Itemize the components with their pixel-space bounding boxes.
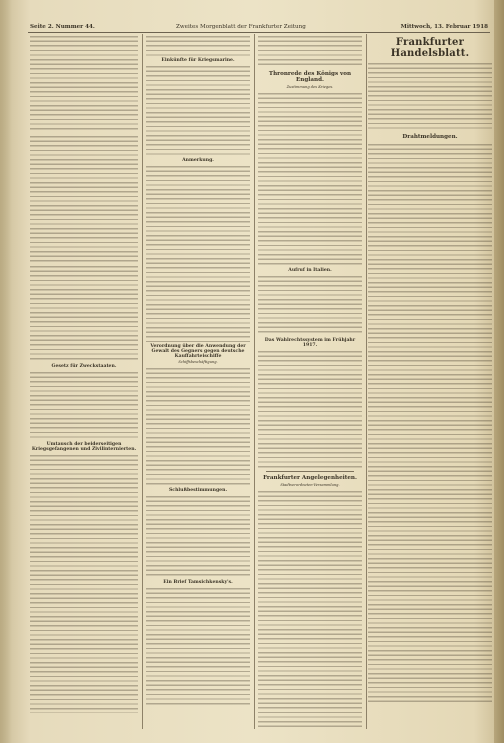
section-heading: Schlußbestimmungen. xyxy=(168,488,228,493)
column-3 xyxy=(258,34,362,729)
body-text xyxy=(146,366,250,486)
article-headline: Frankfurter Angelegenheiten. xyxy=(263,475,357,481)
section-heading: Drahtmeldungen. xyxy=(402,134,458,140)
body-text xyxy=(146,586,250,706)
section-masthead: Frankfurter Handelsblatt. xyxy=(390,37,470,59)
section-heading: Umtausch der beiderseitigen Kriegsgefangenen und Zivilinternierten. xyxy=(31,442,137,452)
body-text xyxy=(30,264,138,362)
body-text xyxy=(30,453,138,713)
section-heading: Aufruf in Italien. xyxy=(288,268,332,273)
body-text xyxy=(258,91,362,266)
column-4 xyxy=(368,34,492,729)
body-text xyxy=(146,164,250,342)
body-text xyxy=(146,34,250,56)
body-text xyxy=(30,370,138,440)
divider xyxy=(266,471,354,472)
section-heading: Gesetz für Zweckstaaten. xyxy=(51,364,117,369)
page-number: Seite 2. Nummer 44. xyxy=(30,24,95,30)
body-text xyxy=(30,34,138,132)
body-text xyxy=(258,274,362,336)
body-text xyxy=(368,142,492,702)
section-heading: Ein Brief Tamsichkensky's. xyxy=(163,580,233,585)
article-subheading: Stadtverordneten-Versammlung. xyxy=(280,483,340,487)
page-header xyxy=(28,22,490,33)
article-subheading: Zustimmung des Krieges. xyxy=(286,85,334,89)
column-rule xyxy=(366,34,367,729)
section-heading: Einkünfte für Kriegsmarine. xyxy=(161,58,235,63)
column-rule xyxy=(142,34,143,729)
body-text xyxy=(146,64,250,156)
newspaper-title: Zweites Morgenblatt der Frankfurter Zeitung xyxy=(176,24,306,30)
body-text xyxy=(258,489,362,729)
body-text xyxy=(368,61,492,131)
body-text xyxy=(146,494,250,578)
section-heading: Verordnung über die Anwendung der Gewalt des Gegners gegen deutsche Kauffahrteischiffe xyxy=(150,344,246,359)
body-text xyxy=(258,349,362,469)
column-2 xyxy=(146,34,250,729)
body-text xyxy=(30,134,138,262)
section-heading: Anmerkung. xyxy=(182,158,214,163)
section-subheading: Schiffsbeschäftigung. xyxy=(178,360,218,364)
article-headline: Thronrede des Königs von England. xyxy=(268,71,352,83)
body-text xyxy=(258,34,362,68)
column-1 xyxy=(30,34,138,729)
column-rule xyxy=(254,34,255,729)
issue-date: Mittwoch, 13. Februar 1918 xyxy=(400,24,488,30)
page-binding-edge xyxy=(494,0,504,743)
page-edge-shadow xyxy=(0,0,12,743)
section-heading: Das Wahlrechtssystem im Frühjahr 1917. xyxy=(264,338,356,348)
